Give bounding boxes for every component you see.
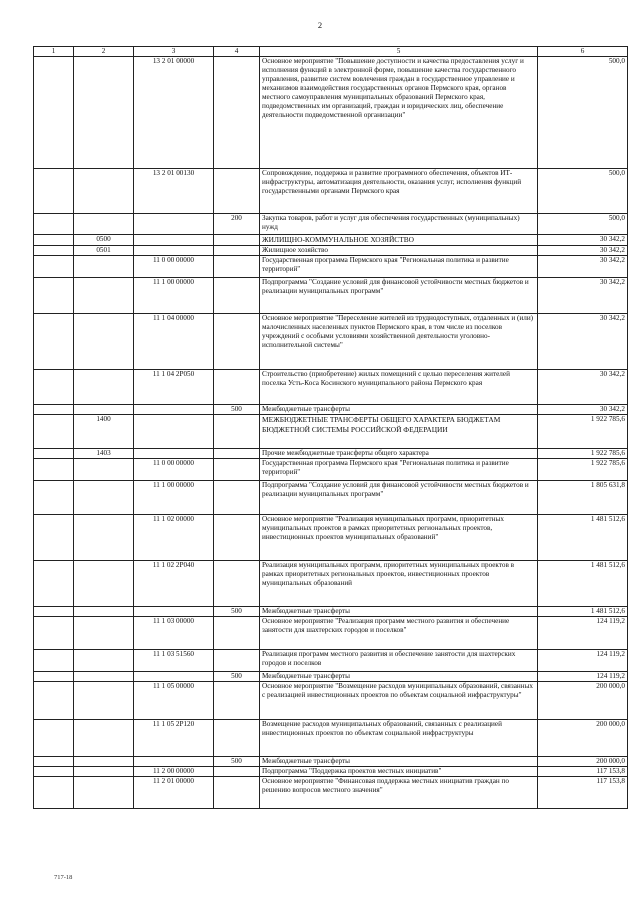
table-row	[34, 278, 628, 314]
table-header-row	[34, 47, 628, 57]
cell-section-code	[74, 405, 134, 415]
cell-amount: 30 342,2	[538, 370, 628, 405]
cell-amount: 1 481 512,6	[538, 607, 628, 617]
cell-target-article: 11 2 00 00000	[134, 767, 214, 777]
header-col-1: 1	[34, 47, 74, 57]
cell-col-1	[34, 459, 74, 481]
cell-section-code	[74, 617, 134, 650]
cell-expense-type	[214, 169, 260, 214]
table-row	[34, 682, 628, 720]
cell-col-1	[34, 757, 74, 767]
cell-amount: 500,0	[538, 169, 628, 214]
cell-col-1	[34, 405, 74, 415]
cell-target-article	[134, 246, 214, 256]
cell-expense-type: 500	[214, 405, 260, 415]
cell-col-1	[34, 682, 74, 720]
cell-section-code	[74, 214, 134, 235]
cell-expense-type	[214, 617, 260, 650]
cell-col-1	[34, 214, 74, 235]
cell-expense-type	[214, 314, 260, 370]
cell-expense-type	[214, 720, 260, 757]
cell-col-1	[34, 515, 74, 561]
cell-amount: 30 342,2	[538, 235, 628, 246]
cell-description: Реализация муниципальных программ, приоритетных муниципальных проектов в рамках приоритетных региональных проектов, инвестиционных проектов муниципальных образований	[260, 561, 538, 607]
cell-description: ЖИЛИЩНО-КОММУНАЛЬНОЕ ХОЗЯЙСТВО	[260, 235, 538, 246]
table-row	[34, 481, 628, 515]
cell-amount: 124 119,2	[538, 617, 628, 650]
cell-section-code: 0500	[74, 235, 134, 246]
cell-expense-type	[214, 561, 260, 607]
cell-description: Основное мероприятие "Реализация программ местного развития и обеспечение занятости для шахтерских городов и поселков"	[260, 617, 538, 650]
cell-target-article: 11 1 00 00000	[134, 481, 214, 515]
cell-description: Подпрограмма "Создание условий для финансовой устойчивости местных бюджетов и реализации муниципальных программ"	[260, 278, 538, 314]
cell-section-code	[74, 370, 134, 405]
table-row	[34, 650, 628, 672]
cell-expense-type: 500	[214, 607, 260, 617]
cell-description: Основное мероприятие "Повышение доступности и качества предоставления услуг и исполнения функций в электронной форме, повышение качества государственного управления, развитие систем вовлечения граждан в государственное управление и механизмов взаимодействия государственных органов Пермского края, органов местного самоуправления муниципальных образований Пермского края, подведомственных им организаций, граждан и юридических лиц, обеспечение деятельности подведомственной организации"	[260, 57, 538, 169]
table-row	[34, 314, 628, 370]
cell-target-article	[134, 405, 214, 415]
cell-description: Подпрограмма "Поддержка проектов местных инициатив"	[260, 767, 538, 777]
cell-col-1	[34, 370, 74, 405]
table-row	[34, 617, 628, 650]
footer-code: 717-18	[54, 874, 73, 881]
cell-col-1	[34, 449, 74, 459]
cell-description: Закупка товаров, работ и услуг для обеспечения государственных (муниципальных) нужд	[260, 214, 538, 235]
cell-section-code	[74, 777, 134, 809]
cell-col-1	[34, 314, 74, 370]
table-row	[34, 235, 628, 246]
cell-expense-type	[214, 459, 260, 481]
cell-expense-type	[214, 278, 260, 314]
cell-section-code	[74, 481, 134, 515]
cell-amount: 1 805 631,8	[538, 481, 628, 515]
cell-description: Возмещение расходов муниципальных образований, связанных с реализацией инвестиционных проектов по объектам социальной инфраструктуры	[260, 720, 538, 757]
cell-section-code	[74, 256, 134, 278]
cell-amount: 1 481 512,6	[538, 561, 628, 607]
cell-expense-type	[214, 370, 260, 405]
cell-expense-type	[214, 650, 260, 672]
cell-expense-type	[214, 235, 260, 246]
cell-amount: 30 342,2	[538, 246, 628, 256]
cell-expense-type	[214, 449, 260, 459]
cell-target-article	[134, 235, 214, 246]
cell-amount: 30 342,2	[538, 256, 628, 278]
cell-section-code	[74, 757, 134, 767]
cell-col-1	[34, 415, 74, 449]
cell-target-article: 11 1 00 00000	[134, 278, 214, 314]
cell-description: Основное мероприятие "Реализация муниципальных программ, приоритетных муниципальных проектов в рамках приоритетных региональных проектов, инвестиционных проектов муниципальных образований"	[260, 515, 538, 561]
cell-amount: 30 342,2	[538, 278, 628, 314]
cell-col-1	[34, 617, 74, 650]
cell-expense-type	[214, 682, 260, 720]
cell-target-article: 11 1 03 51560	[134, 650, 214, 672]
table-row	[34, 246, 628, 256]
table-row	[34, 757, 628, 767]
cell-target-article: 11 1 05 00000	[134, 682, 214, 720]
cell-expense-type: 200	[214, 214, 260, 235]
cell-amount: 200 000,0	[538, 757, 628, 767]
cell-col-1	[34, 256, 74, 278]
cell-target-article: 13 2 01 00000	[134, 57, 214, 169]
cell-section-code	[74, 169, 134, 214]
cell-target-article: 11 1 02 2P040	[134, 561, 214, 607]
budget-table	[33, 46, 628, 809]
cell-description: МЕЖБЮДЖЕТНЫЕ ТРАНСФЕРТЫ ОБЩЕГО ХАРАКТЕРА БЮДЖЕТАМ БЮДЖЕТНОЙ СИСТЕМЫ РОССИЙСКОЙ ФЕДЕРАЦИИ	[260, 415, 538, 449]
header-col-2: 2	[74, 47, 134, 57]
cell-expense-type: 500	[214, 757, 260, 767]
cell-description: Строительство (приобретение) жилых помещений с целью переселения жителей поселка Усть-Коса Косинского муниципального района Пермского края	[260, 370, 538, 405]
cell-expense-type	[214, 246, 260, 256]
cell-amount: 1 481 512,6	[538, 515, 628, 561]
cell-target-article: 11 1 04 2P050	[134, 370, 214, 405]
cell-description: Межбюджетные трансферты	[260, 672, 538, 682]
cell-expense-type	[214, 57, 260, 169]
header-col-4: 4	[214, 47, 260, 57]
cell-col-1	[34, 672, 74, 682]
table-row	[34, 57, 628, 169]
table-row	[34, 607, 628, 617]
table-row	[34, 405, 628, 415]
cell-description: Государственная программа Пермского края "Региональная политика и развитие территорий"	[260, 256, 538, 278]
cell-section-code	[74, 650, 134, 672]
cell-amount: 1 922 785,6	[538, 415, 628, 449]
cell-section-code: 1400	[74, 415, 134, 449]
cell-section-code	[74, 278, 134, 314]
cell-col-1	[34, 720, 74, 757]
cell-section-code	[74, 459, 134, 481]
cell-amount: 124 119,2	[538, 672, 628, 682]
cell-col-1	[34, 246, 74, 256]
header-col-6: 6	[538, 47, 628, 57]
cell-section-code	[74, 515, 134, 561]
cell-description: Межбюджетные трансферты	[260, 757, 538, 767]
cell-description: Основное мероприятие "Переселение жителей из труднодоступных, отдаленных и (или) малочисленных населенных пунктов Пермского края, в том числе из поселков учреждений с особыми условиями хозяйственной деятельности уголовно-исполнительной системы"	[260, 314, 538, 370]
cell-target-article: 11 0 00 00000	[134, 256, 214, 278]
table-body	[34, 57, 628, 809]
cell-description: Основное мероприятие "Возмещение расходов муниципальных образований, связанных с реализацией инвестиционных проектов по объектам социальной инфраструктуры"	[260, 682, 538, 720]
cell-section-code	[74, 767, 134, 777]
cell-col-1	[34, 235, 74, 246]
cell-col-1	[34, 169, 74, 214]
table-row	[34, 169, 628, 214]
cell-target-article: 11 2 01 00000	[134, 777, 214, 809]
cell-section-code: 0501	[74, 246, 134, 256]
cell-target-article	[134, 607, 214, 617]
cell-expense-type	[214, 777, 260, 809]
cell-description: Жилищное хозяйство	[260, 246, 538, 256]
cell-section-code: 1403	[74, 449, 134, 459]
cell-col-1	[34, 57, 74, 169]
cell-expense-type	[214, 415, 260, 449]
cell-description: Межбюджетные трансферты	[260, 405, 538, 415]
cell-amount: 117 153,8	[538, 767, 628, 777]
cell-amount: 117 153,8	[538, 777, 628, 809]
cell-col-1	[34, 650, 74, 672]
cell-amount: 500,0	[538, 214, 628, 235]
cell-target-article	[134, 449, 214, 459]
cell-description: Сопровождение, поддержка и развитие программного обеспечения, объектов ИТ-инфраструктуры, автоматизация деятельности, оказания услуг, исполнения функций государственными органами Пермского края	[260, 169, 538, 214]
cell-col-1	[34, 607, 74, 617]
cell-target-article: 11 1 05 2P120	[134, 720, 214, 757]
cell-description: Подпрограмма "Создание условий для финансовой устойчивости местных бюджетов и реализации муниципальных программ"	[260, 481, 538, 515]
cell-target-article	[134, 214, 214, 235]
table-row	[34, 672, 628, 682]
cell-description: Межбюджетные трансферты	[260, 607, 538, 617]
cell-section-code	[74, 607, 134, 617]
cell-section-code	[74, 57, 134, 169]
cell-target-article	[134, 757, 214, 767]
table-row	[34, 415, 628, 449]
cell-col-1	[34, 278, 74, 314]
cell-col-1	[34, 767, 74, 777]
cell-amount: 124 119,2	[538, 650, 628, 672]
cell-description: Прочие межбюджетные трансферты общего характера	[260, 449, 538, 459]
table-row	[34, 777, 628, 809]
cell-col-1	[34, 777, 74, 809]
table-row	[34, 515, 628, 561]
cell-expense-type	[214, 767, 260, 777]
table-row	[34, 767, 628, 777]
cell-expense-type	[214, 256, 260, 278]
cell-section-code	[74, 682, 134, 720]
cell-amount: 30 342,2	[538, 405, 628, 415]
page-number: 2	[317, 20, 323, 30]
cell-section-code	[74, 561, 134, 607]
cell-target-article: 13 2 01 00130	[134, 169, 214, 214]
header-col-3: 3	[134, 47, 214, 57]
cell-target-article	[134, 415, 214, 449]
cell-description: Государственная программа Пермского края "Региональная политика и развитие территорий"	[260, 459, 538, 481]
cell-target-article: 11 1 03 00000	[134, 617, 214, 650]
cell-amount: 1 922 785,6	[538, 449, 628, 459]
cell-col-1	[34, 561, 74, 607]
cell-target-article: 11 1 02 00000	[134, 515, 214, 561]
table-row	[34, 561, 628, 607]
cell-expense-type: 500	[214, 672, 260, 682]
table-row	[34, 449, 628, 459]
cell-amount: 1 922 785,6	[538, 459, 628, 481]
cell-section-code	[74, 720, 134, 757]
cell-section-code	[74, 672, 134, 682]
table-row	[34, 720, 628, 757]
cell-amount: 30 342,2	[538, 314, 628, 370]
cell-target-article: 11 1 04 00000	[134, 314, 214, 370]
cell-amount: 200 000,0	[538, 682, 628, 720]
header-col-5: 5	[260, 47, 538, 57]
cell-description: Основное мероприятие "Финансовая поддержка местных инициатив граждан по решению вопросов местного значения"	[260, 777, 538, 809]
table-row	[34, 370, 628, 405]
cell-expense-type	[214, 515, 260, 561]
cell-target-article: 11 0 00 00000	[134, 459, 214, 481]
cell-col-1	[34, 481, 74, 515]
cell-amount: 200 000,0	[538, 720, 628, 757]
cell-section-code	[74, 314, 134, 370]
table-row	[34, 214, 628, 235]
cell-expense-type	[214, 481, 260, 515]
cell-description: Реализация программ местного развития и обеспечение занятости для шахтерских городов и поселков	[260, 650, 538, 672]
cell-amount: 500,0	[538, 57, 628, 169]
table-row	[34, 459, 628, 481]
cell-target-article	[134, 672, 214, 682]
table-row	[34, 256, 628, 278]
